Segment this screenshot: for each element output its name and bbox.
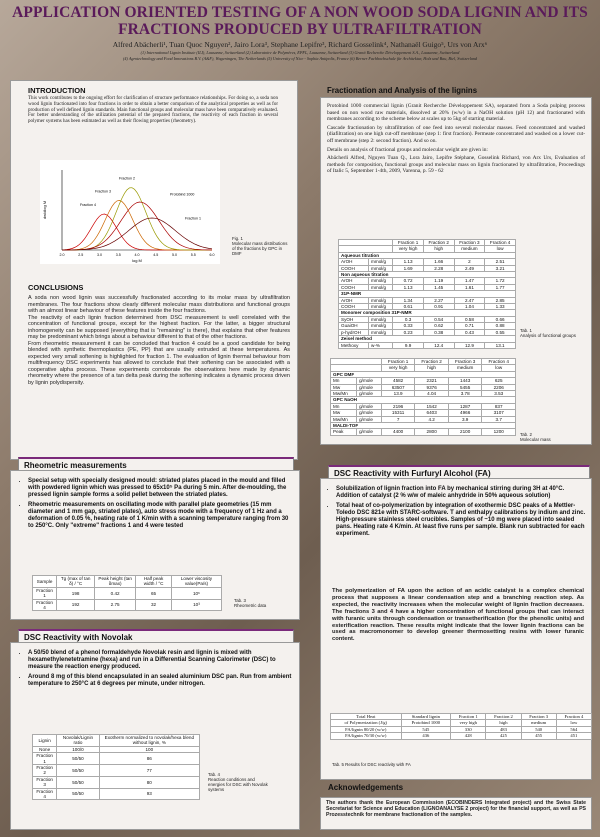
table-cell: 3.53	[482, 391, 516, 397]
table-cell: 10⁶	[171, 587, 221, 599]
tab2-molecular-mass	[330, 358, 516, 436]
table-cell: 65	[136, 587, 172, 599]
table-cell: 455	[521, 733, 556, 739]
tab4-novolak	[32, 734, 200, 800]
x-tick-label: 3.5	[115, 253, 121, 257]
table-cell: 12.9	[454, 342, 485, 348]
table-cell: mmol/g	[369, 259, 393, 265]
table-cell: mmol/g	[369, 278, 393, 284]
fa-bullet: • Total heat of co-polymerization by integration of exothermic DSC peaks of a Mettler-Toledo DSC 821e with STARC-software. T and enthalpy calibrations by indium and zinc. High-pressure stainless steel crucibles. Samples of ~10 mg were placed into sealed pans. Heating rate 4 K/min. At least five runs per sample. Blank run subtracted for each experiment.	[336, 503, 588, 538]
table-group-label: Monomer composition 31P-NMR	[339, 310, 516, 316]
table-cell: Peak	[331, 429, 357, 435]
table-header-cell: Fraction 2	[423, 240, 454, 246]
table-header-cell: Fraction 4	[482, 359, 516, 365]
table-header-cell: Fraction 2	[415, 359, 449, 365]
table-header-cell: Lower viscosity value(Pa/s)	[171, 576, 221, 588]
table-cell: 1.13	[393, 284, 424, 290]
conclusions-heading: CONCLUSIONS	[28, 283, 84, 292]
table-cell: FA/lignin 70/30 (w/w)	[331, 733, 402, 739]
series-label: Protobind 1000	[170, 192, 195, 197]
table-header-cell: Fraction 3	[454, 240, 485, 246]
table-cell: 1.13	[393, 259, 424, 265]
left-top-panel	[10, 80, 298, 460]
table-cell: 63507	[381, 384, 415, 390]
table-cell: g/mole	[357, 416, 382, 422]
table-header-cell: high	[486, 720, 521, 726]
table-group-label: GPC NaOH	[331, 397, 516, 403]
table-cell: 451	[556, 733, 591, 739]
table-cell: COOH	[339, 304, 369, 310]
table-cell: 2.49	[454, 265, 485, 271]
table-header-cell: Fraction 1	[393, 240, 424, 246]
table-header-cell: Fraction 2	[486, 714, 521, 720]
series-line	[62, 200, 212, 250]
poster-title: APPLICATION ORIENTED TESTING OF A NON WOOD SODA LIGNIN AND ITS FRACTIONS PRODUCED BY ULTRAFILTRATION	[12, 4, 588, 38]
table-cell: 0.33	[393, 323, 424, 329]
rheo-bullet: • Special setup with specially designed mould: striated plates placed in the mould and filled with powdered lignin which was pressed to 65x10⁵ Pa during 5 min. After de-moulding, the pressed lignin sample forms a solid pellet between the striated plates.	[28, 478, 294, 499]
fa-bullet: • Solubilization of lignin fraction into FA by mechanical stirring during 3H at 40°C. Addition of catalyst (2 % w/w of maleic anhydride in 50% aqueous solution)	[336, 486, 588, 500]
fig1-chart	[40, 160, 220, 264]
x-axis-label: log M	[132, 258, 142, 263]
table-cell: mmol/g	[369, 316, 393, 322]
table-cell: 3.78	[448, 391, 482, 397]
table-cell: 6403	[415, 410, 449, 416]
table-cell: 192	[57, 599, 95, 611]
tab3-caption: Tab. 3 Rheometric data	[234, 598, 267, 608]
table-cell: 1200	[482, 429, 516, 435]
table-cell: Mn	[331, 403, 357, 409]
table-cell: 0.88	[485, 323, 516, 329]
table-cell: 564	[556, 726, 591, 732]
table-cell: 1.69	[393, 265, 424, 271]
x-tick-label: 5.5	[190, 253, 196, 257]
table-cell: 4582	[381, 378, 415, 384]
table-header-cell: Novolak/Lignin ratio	[57, 735, 99, 747]
table-cell: g/mole	[357, 429, 382, 435]
table-cell: g/mole	[357, 384, 382, 390]
table-cell: 425	[486, 733, 521, 739]
table-header-cell: low	[485, 246, 516, 252]
table-cell: 9.9	[393, 342, 424, 348]
table-cell: 330	[451, 726, 486, 732]
table-cell: 3.9	[448, 416, 482, 422]
table-cell: 93	[99, 788, 199, 800]
table-row	[331, 429, 516, 435]
table-header-cell: medium	[521, 720, 556, 726]
table-cell: 86	[99, 753, 199, 765]
table-cell: 50/50	[57, 753, 99, 765]
table-cell: g/mole	[357, 410, 382, 416]
table-header-cell: very high	[393, 246, 424, 252]
tab1-caption: Tab. 1 Analysis of functional groups	[520, 328, 576, 338]
table-cell: 0.61	[393, 304, 424, 310]
fig1-caption: Fig. 1 Molecular mass distributions of the fractions by GPC in DMF	[232, 236, 288, 256]
table-cell: 100	[99, 746, 199, 752]
title-block	[10, 4, 590, 78]
table-cell: ArOH	[339, 259, 369, 265]
table-row	[33, 599, 222, 611]
table-cell: 0.42	[95, 587, 136, 599]
novolak-heading: DSC Reactivity with Novolak	[18, 629, 294, 645]
table-group-label: Zeisel method	[339, 336, 516, 342]
table-cell: 50/50	[57, 765, 99, 777]
table-cell: COOH	[339, 265, 369, 271]
table-cell: 50/50	[57, 788, 99, 800]
table-cell: mmol/g	[369, 329, 393, 335]
series-label: Fraction 4	[80, 203, 96, 207]
table-cell: 1.34	[393, 297, 424, 303]
table-header-cell: Exotherm normalized to novolak/hexa blend without lignin, %	[99, 735, 199, 747]
table-cell: 3107	[482, 410, 516, 416]
table-cell: Fraction 1	[33, 587, 57, 599]
table-cell: mmol/g	[369, 323, 393, 329]
table-cell: 4400	[381, 429, 415, 435]
table-row	[331, 733, 592, 739]
x-tick-label: 4.5	[153, 253, 159, 257]
table-cell: 15311	[381, 410, 415, 416]
table-cell: mmol/g	[369, 265, 393, 271]
table-cell: 12.4	[423, 342, 454, 348]
table-header-cell: Peak height (tan δmax)	[95, 576, 136, 588]
table-cell: 50/50	[57, 776, 99, 788]
table-cell: GuaiOH	[339, 323, 369, 329]
table-cell: 13.1	[485, 342, 516, 348]
table-cell: 1.61	[454, 284, 485, 290]
x-tick-label: 4.0	[134, 253, 140, 257]
table-header-cell: high	[415, 365, 449, 371]
table-row	[33, 765, 200, 777]
table-header-cell: Protobind 1000	[401, 720, 451, 726]
table-header-cell: very high	[451, 720, 486, 726]
table-cell: 1.19	[423, 278, 454, 284]
table-cell: g/mole	[357, 403, 382, 409]
table-cell: Mw/Mn	[331, 391, 357, 397]
table-cell: 0.55	[485, 329, 516, 335]
table-cell: 0.54	[423, 316, 454, 322]
tab3-rheometric	[32, 575, 222, 611]
table-cell: 2800	[415, 429, 449, 435]
table-header-cell: medium	[448, 365, 482, 371]
table-header-cell: Standard lignin	[401, 714, 451, 720]
table-cell: 4966	[448, 410, 482, 416]
table-cell: 483	[486, 726, 521, 732]
table-cell: 1443	[448, 378, 482, 384]
table-header-cell: Tg (max of tan δ) / °C	[57, 576, 95, 588]
table-cell: 2100	[448, 429, 482, 435]
table-cell: Methoxy	[339, 342, 369, 348]
table-cell: 0.91	[423, 304, 454, 310]
table-cell: 5455	[448, 384, 482, 390]
table-cell: w-%	[369, 342, 393, 348]
table-cell: g/mole	[357, 378, 382, 384]
x-tick-label: 5.0	[172, 253, 177, 257]
table-cell: 436	[401, 733, 451, 739]
table-header-cell: of Polymerization (J/g)	[331, 720, 402, 726]
conclusions-para: A soda non wood lignin was successfully fractionated according to its molar mass by ultrafiltration membranes. The four fractions show clearly different molecular mass distributions and functional groups with an almost linear behaviour of these features inside the four fractions.	[28, 295, 290, 314]
table-group-label: 31P-NMR	[339, 291, 516, 297]
table-cell: 3.7	[482, 416, 516, 422]
table-cell: 0.38	[423, 329, 454, 335]
table-cell: mmol/g	[369, 304, 393, 310]
table-cell: 1.04	[454, 304, 485, 310]
table-cell: Fraction 2	[33, 765, 57, 777]
table-cell: None	[33, 746, 57, 752]
table-cell: 0.62	[423, 323, 454, 329]
fract-para: Cascade fractionation by ultrafiltration of one feed into several molecular masses. Feed concentrated and washed (diafiltration) on one high cut-off membrane (step 1: first fraction). Permeate concentrated and washed on a lower cut-off membrane (step 2: second fraction). And so on.	[327, 124, 585, 144]
table-cell: 2206	[482, 384, 516, 390]
table-header-row	[33, 735, 200, 747]
rheo-heading: Rheometric measurements	[18, 457, 294, 473]
table-cell: 540	[521, 726, 556, 732]
table-header-cell: high	[423, 246, 454, 252]
table-cell: mmol/g	[369, 297, 393, 303]
fract-para: Protobind 1000 commercial lignin (Granit Recherche Développement SA), separated from a Soda pulping process based on non wood raw materials, dissolved at 20% (w/w) in a NaOH solution (pH 12) and fractionated with membranes according to the scheme below at scales up to 5kg of starting material.	[327, 103, 585, 123]
table-header-cell: Fraction 3	[448, 359, 482, 365]
series-line	[62, 202, 212, 250]
table-cell: 4.2	[415, 416, 449, 422]
table-group-label: Aqueous titration	[339, 252, 516, 258]
fig1-svg	[40, 160, 220, 264]
table-cell: ArOH	[339, 278, 369, 284]
table-cell: 0.66	[485, 316, 516, 322]
conclusions-para: From rheometric measurement it can be concluded that fraction 4 could be a good candidate for being blended with synthetic thermoplastics (PE, PP) that are usually extruded at these temperatures. As expected very small softening is highlighted for fraction 1. The evaluation of lignin thermal behaviour from multifrequency DSC experiments has allowed to conclude that their softening can be associated with a cooperative alpha process. These experiments corroborate the observations here made by dynamic rheometry where the presence of a tan delta peak during the softening indicates a dynamic process driven by lignin polydispersity.	[28, 340, 290, 386]
table-cell: Fraction 4	[33, 599, 57, 611]
table-cell: 428	[451, 733, 486, 739]
table-row	[33, 753, 200, 765]
table-cell: 545	[401, 726, 451, 732]
fa-heading: DSC Reactivity with Furfuryl Alcohol (FA)	[328, 465, 590, 481]
novolak-bullet: • A 50/50 blend of a phenol formaldehyde Novolak resin and lignin is mixed with hexamethylenetetramine (hexa) and run in a Differential Scanning Calorimeter (DSC) to measure the reaction energy produced.	[28, 650, 294, 671]
table-cell: Mw	[331, 410, 357, 416]
table-row	[33, 788, 200, 800]
series-label: Fraction 1	[185, 216, 201, 221]
novolak-bullets	[18, 650, 294, 691]
fa-para: The polymerization of FA upon the action of an acidic catalyst is a complex chemical process that supposes a linear condensation step and a branching reaction step. As expected, the reactivity increases when the molecular weight of lignin fraction decreases. The fractions 3 and 4 have a higher concentration of functional groups that can interact with furanic units through condensation or transetherification (for the phenolic units) and esterification reaction. These results might indicate that the lower lignin fractions can be used as macromonomer to develop greener thermosetting resins with lower furanic content.	[332, 588, 584, 643]
table-header-cell: Fraction 4	[485, 240, 516, 246]
table-cell: 0.71	[454, 323, 485, 329]
table-cell: 1287	[448, 403, 482, 409]
table-header-cell: low	[482, 365, 516, 371]
table-cell: 1.33	[485, 304, 516, 310]
table-row	[33, 776, 200, 788]
table-cell: mmol/g	[369, 284, 393, 290]
table-cell: 3.21	[485, 265, 516, 271]
table-cell: 1.47	[454, 278, 485, 284]
table-cell: 1.45	[423, 284, 454, 290]
table-header-cell: Fraction 3	[521, 714, 556, 720]
rheo-bullets	[18, 478, 294, 533]
table-header-cell: Half peak width / °C	[136, 576, 172, 588]
table-cell: 0.3	[393, 316, 424, 322]
table-cell: 77	[99, 765, 199, 777]
table-cell: 625	[482, 378, 516, 384]
table-cell: 0.72	[393, 278, 424, 284]
novolak-bullet: • Around 8 mg of this blend encapsulated in an sealed aluminium DSC pan. Run from ambient temperature to 250°C at 6 degrees per minute, under nitrogen.	[28, 674, 294, 688]
table-cell: FA/lignin 80/20 (w/w)	[331, 726, 402, 732]
table-cell: 9376	[415, 384, 449, 390]
table-cell: 198	[57, 587, 95, 599]
table-cell: 0.23	[393, 329, 424, 335]
table-cell: 2.27	[423, 297, 454, 303]
x-tick-label: 2.5	[78, 253, 84, 257]
table-cell: Fraction 1	[33, 753, 57, 765]
series-line	[62, 218, 212, 250]
authors: Alfred Abächerli¹, Tuan Quoc Nguyen², Jairo Lora³, Stephane Lepifre³, Richard Gosselink⁴, Nathanaël Guigo⁵, Urs von Arx⁶	[112, 40, 488, 49]
table-header-cell: medium	[454, 246, 485, 252]
fract-text	[327, 103, 585, 175]
table-row	[33, 587, 222, 599]
table-cell: 2.47	[454, 297, 485, 303]
table-cell: 0.43	[454, 329, 485, 335]
intro-heading: INTRODUCTION	[28, 86, 86, 95]
table-cell: 2321	[415, 378, 449, 384]
table-cell: 1542	[415, 403, 449, 409]
table-cell: 2.85	[485, 297, 516, 303]
table-cell: Fraction 3	[33, 776, 57, 788]
fract-para: Abächerli Alfred, Nguyen Tuan Q., Lora Jairo, Lepifre Stéphane, Gosselink Richard, von Arx Urs, Evaluation of methods for composition, functional groups and molecular mass on lignin fractionated by ultrafiltration, Proceedings of Italic 5, September 1-4th, 2009, Varenna, p. 59 - 62	[327, 155, 585, 175]
table-cell: 80	[99, 776, 199, 788]
table-cell: p-hydrOH	[339, 329, 369, 335]
tab2-caption: Tab. 2 Molecular mass	[520, 432, 551, 442]
table-cell: 837	[482, 403, 516, 409]
table-cell: 32	[136, 599, 172, 611]
table-cell: SyOH	[339, 316, 369, 322]
rheo-bullet: • Rheometric measurements on oscillating mode with parallel plate geometries (15 mm diameter and 1 mm gap, striated plates), auto stress mode with a frequency of 1 Hz and a deformation of 0.05 %, heating rate of 1 K/min with a scanning temperature ranging from 30 to 250°C. Only "extreme" fractions 1 and 4 were tested	[28, 502, 294, 530]
affiliation-line: (4) Agrotechnology and Food Innovations B.V. (A&F), Wageningen, The Netherlands (5) University of Nice - Sophia Antipolis, France (6) Berner Fachhochschule für Architektur, Holz und Bau, Biel, Switzerland	[122, 56, 478, 61]
table-cell: Mw	[331, 384, 357, 390]
table-cell: 13.9	[381, 391, 415, 397]
table-header-row	[33, 576, 222, 588]
table-header-cell: Sample	[33, 576, 57, 588]
tab4-caption: Tab. 4 Reaction conditions and energies for DSC with Novolak systems	[208, 772, 268, 792]
series-label: Fraction 3	[95, 189, 111, 194]
table-header-cell: very high	[381, 365, 415, 371]
x-tick-label: 2.0	[59, 253, 65, 257]
fract-para: Details on analysis of fractional groups and molecular weight are given in:	[327, 146, 488, 153]
tab1-functional-groups	[338, 239, 516, 349]
table-cell: 1.66	[423, 259, 454, 265]
table-cell: 4.04	[415, 391, 449, 397]
series-label: Fraction 2	[119, 176, 135, 181]
table-cell: Mn	[331, 378, 357, 384]
table-row	[339, 342, 516, 348]
tab5-fa	[330, 713, 592, 740]
affiliation-line: (1) International Lignin Institute (ILI), Lausanne, Switzerland (2) Laboratoire de Polymères, EPFL, Lausanne, Switzerland (3) Granit Recherche Développement S.A., Lausanne, Switzerland	[140, 50, 460, 55]
table-cell: 100/0	[57, 746, 99, 752]
table-cell: COOH	[339, 284, 369, 290]
table-cell: 7	[381, 416, 415, 422]
fract-heading: Fractionation and Analysis of the lignins	[327, 86, 478, 95]
y-axis-label: dw/dlog M	[42, 200, 47, 220]
table-cell: g/mole	[357, 391, 382, 397]
table-header-cell: low	[556, 720, 591, 726]
intro-text: This work contributes to the ongoing effort for clarification of structure performance relationships. For doing so, a soda non wood lignin fractionated into four fractions in order to obtain a better comparison of the analytical properties as well as for production of well defined lignin standards. Main functional groups and molecular mass have been comparatively evaluated. For better understanding of the utilization potential of the prepared fractions, the reactivity of each fraction in several polymer systems has been estimated as well as their flowing properties (rheometry).	[28, 96, 278, 125]
table-header-cell: Fraction 4	[556, 714, 591, 720]
table-cell: 2.75	[95, 599, 136, 611]
conclusions-text	[28, 295, 290, 386]
table-header-cell: Fraction 1	[381, 359, 415, 365]
table-group-label: GPC DMF	[331, 371, 516, 377]
table-cell: 10³	[171, 599, 221, 611]
table-header-cell: Lignin	[33, 735, 57, 747]
table-group-label: Non aqueous titration	[339, 272, 516, 278]
table-cell: 0.58	[454, 316, 485, 322]
table-cell: Mw/Mn	[331, 416, 357, 422]
table-header-cell: Total Heat	[331, 714, 402, 720]
fa-bullets	[326, 486, 588, 541]
table-cell: Fraction 4	[33, 788, 57, 800]
table-header-cell: Fraction 1	[451, 714, 486, 720]
table-cell: 2	[454, 259, 485, 265]
x-tick-label: 3.0	[97, 253, 102, 257]
x-tick-label: 6.0	[209, 253, 215, 257]
table-cell: 2.28	[423, 265, 454, 271]
ack-heading: Acknowledgements	[328, 783, 404, 792]
table-cell: 1.72	[485, 278, 516, 284]
conclusions-para: The reactivity of each lignin fraction determined from DSC measurement is well correlated with the concentration of functional groups, except for the highest fraction. For the latter, a bigger structural inhomogeneity can be supposed (everything that is "remaining" is there), that explains that other features may be predominant which brings about a behaviour different to that of the other fractions.	[28, 314, 290, 340]
tab5-caption: Tab. 5 Results for DSC reactivity with FA	[332, 762, 411, 767]
table-cell: 2196	[381, 403, 415, 409]
table-cell: 1.77	[485, 284, 516, 290]
table-group-label: MALDI-TOF	[331, 423, 516, 429]
table-cell: 2.51	[485, 259, 516, 265]
ack-text: The authors thank the European Commission (ECOBINDERS Integrated project) and the Swiss State Secretariat for Science and Education (LIGNOANALYSE 2 project) for the financial support, as well as PS Prozesstechnik for membrane fractionation of the samples.	[326, 800, 586, 819]
table-cell: ArOH	[339, 297, 369, 303]
